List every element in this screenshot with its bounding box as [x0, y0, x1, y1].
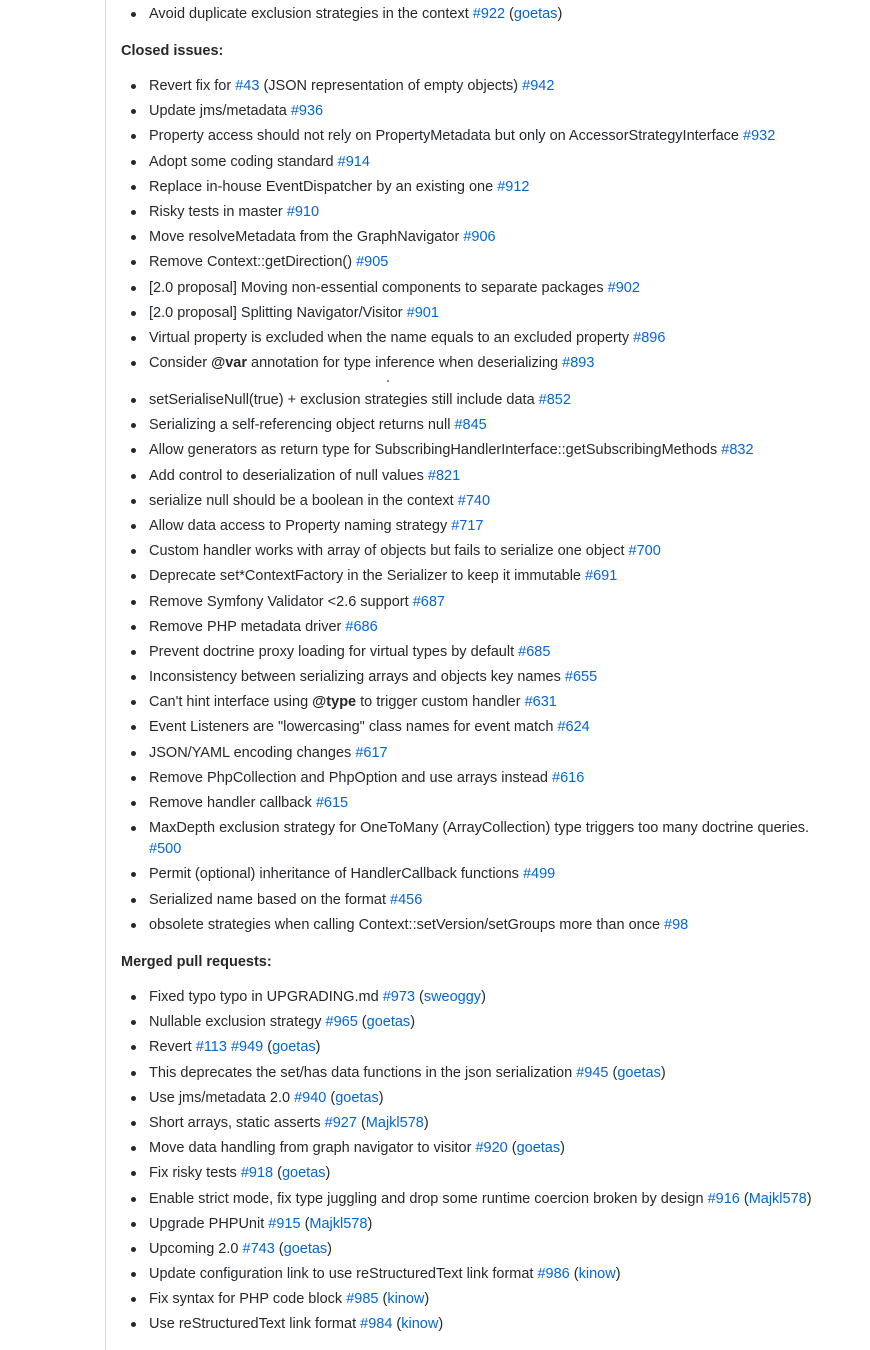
pr-link[interactable]: #916: [707, 1190, 740, 1207]
list-item: Revert #113 #949 (goetas): [121, 1037, 812, 1058]
item-text: [2.0 proposal] Splitting Navigator/Visitor: [149, 304, 403, 321]
list-item: [121, 592, 821, 613]
list-item: [121, 101, 775, 122]
item-text: annotation for type inference when deserializing: [246, 355, 559, 372]
issue-link[interactable]: #456: [390, 891, 423, 908]
pr-link[interactable]: #940: [294, 1089, 327, 1106]
list-item: [121, 642, 821, 663]
list-item: [121, 466, 821, 487]
list-item: [121, 890, 821, 911]
item-text: Remove handler callback: [149, 795, 312, 811]
item-text: JSON/YAML encoding changes: [149, 744, 352, 761]
author-link[interactable]: Majkl578: [365, 1114, 424, 1131]
issue-link[interactable]: #901: [406, 304, 439, 321]
list-item: Use jms/metadata 2.0 #940 (goetas): [121, 1088, 812, 1109]
pr-link[interactable]: #985: [346, 1291, 379, 1308]
item-text: Allow generators as return type for SubscribingHandlerInterface::getSubscribingMethods: [149, 442, 718, 459]
author-link[interactable]: sweoggy: [423, 989, 482, 1005]
item-text: Revert fix for: [149, 78, 236, 94]
item-text: Deprecate set*ContextFactory in the Serializer to keep it immutable: [149, 568, 581, 585]
list-item: [121, 541, 821, 562]
author-link[interactable]: kinow: [387, 1291, 425, 1308]
item-text: Custom handler works with array of objects but fails to serialize one object: [149, 543, 625, 560]
item-text: Nullable exclusion strategy: [149, 1014, 322, 1031]
author-link[interactable]: goetas: [513, 6, 558, 22]
issue-link[interactable]: #932: [743, 128, 776, 145]
item-text: Virtual property is excluded when the name equals to an excluded property: [149, 329, 630, 346]
item-text: MaxDepth exclusion strategy for OneToMany (ArrayCollection) type triggers too many doctrine queries.: [149, 820, 810, 837]
pr-link[interactable]: #915: [268, 1215, 301, 1232]
item-text: Fixed typo typo in UPGRADING.md: [149, 989, 379, 1005]
issue-link[interactable]: #686: [345, 618, 378, 635]
list-item: [121, 76, 775, 97]
list-item: Nullable exclusion strategy #965 (goetas): [121, 1012, 812, 1033]
item-text: Adopt some coding standard: [149, 153, 334, 170]
item-text: Use reStructuredText link format: [149, 1316, 357, 1333]
closed-issues-list: [121, 76, 775, 378]
list-item: Update configuration link to use reStructuredText link format #986 (kinow): [121, 1264, 812, 1285]
issue-link[interactable]: #852: [538, 392, 571, 408]
issue-link[interactable]: #936: [290, 103, 324, 120]
author-link[interactable]: goetas: [283, 1240, 328, 1257]
item-text: Upgrade PHPUnit: [149, 1215, 265, 1232]
merged-pull-requests-list: [121, 987, 812, 1340]
list-item: Avoid duplicate exclusion strategies in the context #922 (goetas): [121, 4, 562, 25]
pr-link[interactable]: #949: [230, 1039, 264, 1056]
pr-link[interactable]: #920: [475, 1140, 508, 1157]
merged-pull-requests-heading: Merged pull requests:: [121, 954, 272, 970]
item-text: Add control to deserialization of null values: [149, 467, 424, 484]
content-left-border: [105, 0, 106, 1350]
pr-link[interactable]: #986: [537, 1266, 570, 1283]
list-item: [121, 177, 775, 198]
item-text: Risky tests in master: [149, 203, 283, 220]
issue-link[interactable]: #500: [149, 841, 182, 858]
list-item: Move data handling from graph navigator to visitor #920 (goetas): [121, 1138, 812, 1159]
item-text: Serializing a self-referencing object returns null: [149, 417, 451, 434]
list-item: [121, 328, 775, 349]
list-item: [121, 818, 821, 860]
issue-link[interactable]: #631: [524, 694, 557, 711]
issue-link[interactable]: #922: [472, 6, 506, 22]
issue-link[interactable]: #896: [633, 329, 666, 346]
list-item: Fixed typo typo in UPGRADING.md #973 (sweoggy): [121, 987, 812, 1008]
issue-link[interactable]: #615: [315, 795, 349, 811]
issue-link[interactable]: #617: [355, 744, 388, 761]
item-text: Property access should not rely on PropertyMetadata but only on AccessorStrategyInterface: [149, 128, 739, 145]
pr-link[interactable]: #984: [360, 1316, 393, 1333]
list-item: [121, 667, 821, 688]
code-annotation: @var: [211, 355, 247, 372]
item-text: This deprecates the set/has data functions in the json serialization: [149, 1064, 573, 1081]
issue-link[interactable]: #740: [457, 492, 491, 509]
item-text: Event Listeners are "lowercasing" class names for event match: [149, 719, 554, 736]
item-text: Short arrays, static asserts: [149, 1114, 321, 1131]
list-item: [121, 303, 775, 324]
item-text: Enable strict mode, fix type juggling and drop some runtime coercion broken by design: [149, 1190, 704, 1207]
pr-link[interactable]: #965: [325, 1014, 358, 1031]
author-link[interactable]: Majkl578: [309, 1215, 368, 1232]
issue-link[interactable]: #902: [607, 279, 640, 296]
pr-link[interactable]: #927: [324, 1114, 357, 1131]
item-text: Replace in-house EventDispatcher by an existing one: [149, 178, 494, 195]
item-text: Update jms/metadata: [149, 103, 287, 120]
item-text: Can't hint interface using: [149, 694, 313, 711]
issue-link[interactable]: #910: [286, 203, 320, 220]
list-item: Upgrade PHPUnit #915 (Majkl578): [121, 1214, 812, 1235]
author-link[interactable]: goetas: [335, 1089, 379, 1106]
item-text: Fix syntax for PHP code block: [149, 1291, 343, 1308]
item-text: Allow data access to Property naming strategy: [149, 517, 448, 534]
list-item: This deprecates the set/has data functions in the json serialization #945 (goetas): [121, 1063, 812, 1084]
pr-link[interactable]: #945: [576, 1064, 609, 1081]
issue-link[interactable]: #845: [454, 417, 487, 434]
issue-link[interactable]: #499: [522, 866, 556, 883]
list-item: [121, 252, 775, 273]
list-item: Fix risky tests #918 (goetas): [121, 1163, 812, 1184]
issue-link[interactable]: #905: [356, 254, 389, 271]
list-item: [121, 152, 775, 173]
issue-link[interactable]: #624: [557, 719, 590, 736]
item-text: Inconsistency between serializing arrays and objects key names: [149, 669, 561, 686]
top-item-list: [121, 4, 562, 29]
issue-link[interactable]: #717: [451, 517, 484, 534]
list-item: [121, 915, 821, 936]
list-item: Fix syntax for PHP code block #985 (kinow): [121, 1289, 812, 1310]
item-text: Serialized name based on the format: [149, 891, 386, 908]
list-item: [121, 692, 821, 713]
author-link[interactable]: goetas: [516, 1140, 561, 1157]
issue-link[interactable]: #942: [522, 78, 555, 94]
item-text: [2.0 proposal] Moving non-essential components to separate packages: [149, 279, 604, 296]
item-text: Use jms/metadata 2.0: [149, 1089, 291, 1106]
list-item: [121, 440, 821, 461]
issue-link[interactable]: #914: [337, 153, 370, 170]
pr-link[interactable]: #918: [240, 1165, 274, 1182]
list-item: [121, 390, 821, 411]
list-item: Use reStructuredText link format #984 (kinow): [121, 1314, 812, 1335]
item-text: Consider: [149, 355, 212, 372]
pr-link[interactable]: #113: [195, 1039, 227, 1056]
item-text: Remove Context::getDirection(): [149, 254, 353, 271]
item-text: (JSON representation of empty objects): [259, 78, 523, 94]
item-text: Upcoming 2.0: [149, 1240, 239, 1257]
item-text: Revert: [149, 1039, 192, 1056]
item-text: Prevent doctrine proxy loading for virtual types by default: [149, 643, 515, 660]
list-item: [121, 278, 775, 299]
item-text: to trigger custom handler: [356, 694, 521, 711]
pr-link[interactable]: #743: [242, 1240, 275, 1257]
author-link[interactable]: Majkl578: [748, 1190, 807, 1207]
list-item: [121, 126, 775, 147]
issue-link[interactable]: #616: [552, 769, 585, 786]
list-item: [121, 743, 821, 764]
item-text: Remove PHP metadata driver: [149, 618, 342, 635]
item-text: setSerialiseNull(true) + exclusion strategies still include data: [149, 392, 535, 408]
author-link[interactable]: kinow: [578, 1266, 616, 1283]
list-item: [121, 227, 775, 248]
list-item: Short arrays, static asserts #927 (Majkl578): [121, 1113, 812, 1134]
stray-dot: [387, 380, 389, 382]
list-item: [121, 202, 775, 223]
item-text: serialize null should be a boolean in the context: [149, 492, 454, 509]
item-text: Move resolveMetadata from the GraphNavigator: [149, 229, 460, 246]
item-text: Remove PhpCollection and PhpOption and use arrays instead: [149, 769, 548, 786]
item-text: Avoid duplicate exclusion strategies in the context: [149, 6, 469, 22]
list-item: [121, 415, 821, 436]
list-item: [121, 617, 821, 638]
closed-issues-heading: Closed issues:: [121, 43, 224, 59]
issue-link[interactable]: #98: [664, 916, 689, 933]
author-link[interactable]: goetas: [272, 1039, 316, 1056]
issue-link[interactable]: #893: [562, 355, 595, 372]
issue-link[interactable]: #687: [412, 593, 445, 610]
issue-link[interactable]: #832: [721, 442, 754, 459]
code-annotation: @type: [312, 694, 357, 711]
list-item: [121, 864, 821, 885]
list-item: [121, 566, 821, 587]
issue-link[interactable]: #655: [564, 669, 598, 686]
pr-link[interactable]: #973: [382, 989, 415, 1005]
list-item: [121, 768, 821, 789]
author-link[interactable]: goetas: [617, 1064, 661, 1081]
item-text: Permit (optional) inheritance of HandlerCallback functions: [149, 866, 519, 883]
author-link[interactable]: goetas: [366, 1014, 411, 1031]
item-text: Fix risky tests: [149, 1165, 237, 1182]
item-text: Remove Symfony Validator <2.6 support: [149, 593, 409, 610]
issue-link[interactable]: #43: [235, 78, 260, 94]
author-link[interactable]: goetas: [281, 1165, 326, 1182]
item-text: Move data handling from graph navigator to visitor: [149, 1140, 472, 1157]
issue-link[interactable]: #691: [585, 568, 618, 585]
issue-link[interactable]: #821: [427, 467, 461, 484]
list-item: [121, 717, 821, 738]
issue-link[interactable]: #685: [518, 643, 551, 660]
issue-link[interactable]: #912: [497, 178, 530, 195]
list-item: Enable strict mode, fix type juggling and drop some runtime coercion broken by design #916 (Majkl578): [121, 1189, 812, 1210]
author-link[interactable]: kinow: [401, 1316, 439, 1333]
issue-link[interactable]: #906: [463, 229, 496, 246]
item-text: obsolete strategies when calling Context::setVersion/setGroups more than once: [149, 916, 661, 933]
list-item: Upcoming 2.0 #743 (goetas): [121, 1239, 812, 1260]
list-item: [121, 516, 821, 537]
list-item: [121, 491, 821, 512]
item-text: Update configuration link to use reStructuredText link format: [149, 1266, 534, 1283]
issue-link[interactable]: #700: [628, 543, 661, 560]
list-item: [121, 793, 821, 814]
list-item: [121, 353, 775, 374]
closed-issues-list-continued: [121, 390, 821, 940]
